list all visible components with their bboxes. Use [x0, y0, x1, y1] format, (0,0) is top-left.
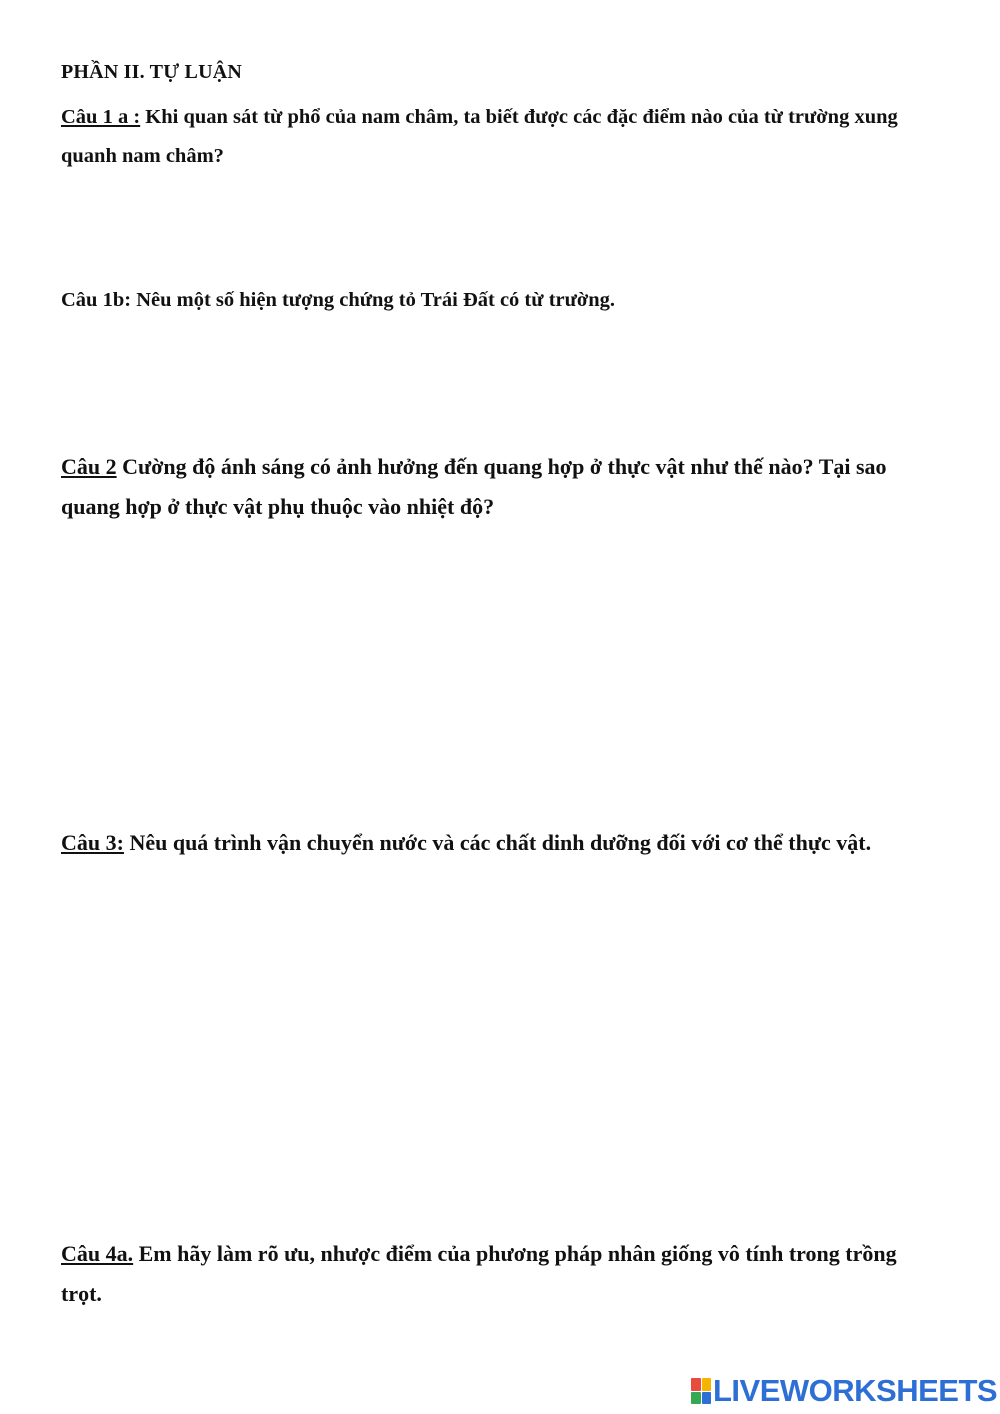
logo-square-green: [691, 1392, 701, 1405]
liveworksheets-logo: [691, 1374, 997, 1408]
question-3-line-1: [61, 828, 966, 858]
question-1b-line-1: [61, 286, 966, 314]
logo-square-blue: [702, 1392, 712, 1405]
question-4a-label: Câu 4a.: [61, 1241, 134, 1266]
question-2-text-1: Cường độ ánh sáng có ảnh hưởng đến quang hợp ở thực vật như thế nào? Tại sao: [122, 454, 887, 479]
question-2-line-1: [61, 447, 966, 487]
question-1b-label: Câu 1b:: [61, 289, 132, 311]
question-1a-line-1: [61, 98, 966, 137]
question-1b-text-1: Nêu một số hiện tượng chứng tỏ Trái Đất có từ trường.: [136, 289, 616, 311]
question-1a-text-1: Khi quan sát từ phổ của nam châm, ta biết được các đặc điểm nào của từ trường xung: [145, 106, 898, 128]
question-2-label: Câu 2: [61, 454, 117, 479]
question-4a-text-2: trọt.: [61, 1281, 102, 1306]
question-2-text-2: quang hợp ở thực vật phụ thuộc vào nhiệt độ?: [61, 494, 495, 519]
question-3-text-1: Nêu quá trình vận chuyển nước và các chất dinh dưỡng đối với cơ thể thực vật.: [129, 830, 872, 855]
question-3: [61, 828, 966, 858]
logo-square-yellow: [702, 1378, 712, 1391]
question-1a-text-2: quanh nam châm?: [61, 145, 224, 167]
question-3-label: Câu 3:: [61, 830, 124, 855]
liveworksheets-logo-icon: [691, 1378, 711, 1404]
question-1b: [61, 286, 966, 314]
question-2: [61, 447, 966, 527]
question-4a-line-1: [61, 1234, 966, 1274]
section-title: PHẦN II. TỰ LUẬN: [61, 61, 242, 83]
question-4a: [61, 1234, 966, 1314]
logo-square-red: [691, 1378, 701, 1391]
liveworksheets-logo-text: LIVEWORKSHEETS: [713, 1373, 998, 1408]
question-1a: [61, 98, 966, 176]
question-1a-label: Câu 1 a :: [61, 106, 141, 128]
question-4a-text-1: Em hãy làm rõ ưu, nhược điểm của phương pháp nhân giống vô tính trong trồng: [138, 1241, 897, 1266]
